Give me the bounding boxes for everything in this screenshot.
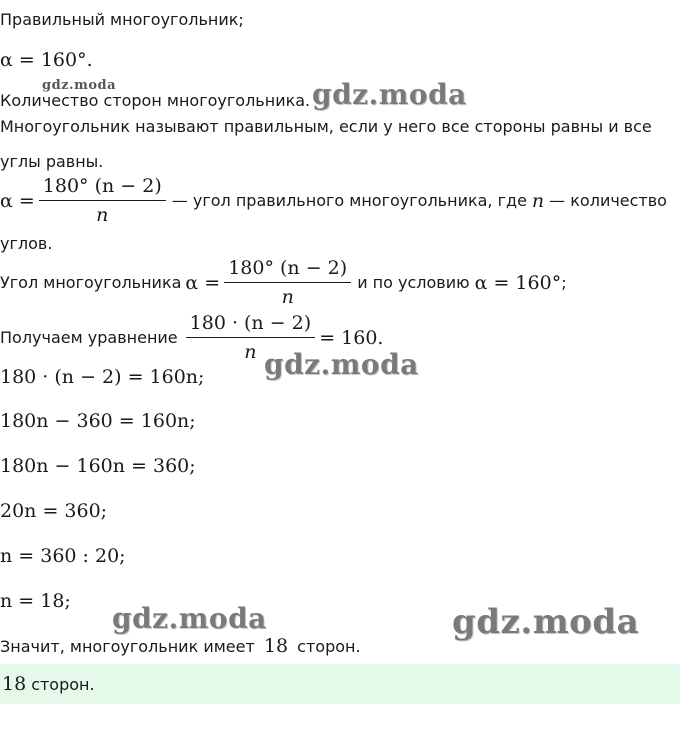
watermark-small: gdz.moda: [42, 78, 117, 93]
watermark-logo-4: gdz.moda: [452, 602, 640, 642]
given-angle: α = 160°.: [0, 49, 93, 71]
angle-end: ;: [561, 273, 567, 292]
definition-line-1: Многоугольник называют правильным, если у него все стороны равны и все: [0, 117, 652, 136]
conclusion-text-a: Значит, многоугольник имеет: [0, 637, 255, 656]
watermark-logo-1: gdz.moda: [312, 78, 467, 111]
formula-text-b: — количество: [549, 191, 667, 210]
equation-rhs: = 160.: [319, 326, 384, 349]
equation-numerator: 180 · (n − 2): [186, 312, 316, 338]
equation-text: Получаем уравнение: [0, 328, 178, 347]
answer-text: сторон.: [31, 674, 95, 694]
angle-fraction: [224, 257, 351, 308]
formula-continuation: углов.: [0, 234, 53, 253]
step-5: n = 360 : 20;: [0, 545, 126, 567]
step-1: 180 · (n − 2) = 160n;: [0, 366, 205, 388]
given-title: Правильный многоугольник;: [0, 10, 244, 29]
formula-numerator: 180° (n − 2): [39, 175, 166, 201]
angle-denominator: n: [281, 286, 294, 308]
formula-var: n: [531, 189, 545, 212]
conclusion-number: 18: [263, 635, 289, 657]
formula-text-a: — угол правильного многоугольника, где: [171, 191, 527, 210]
angle-line: [0, 257, 567, 308]
angle-condition: α = 160°: [474, 271, 562, 294]
conclusion: [0, 636, 361, 657]
answer-number: 18: [2, 673, 27, 695]
find-text: Количество сторон многоугольника.: [0, 91, 311, 110]
step-6: n = 18;: [0, 590, 71, 612]
step-3: 180n − 160n = 360;: [0, 455, 196, 477]
formula-lhs: α =: [0, 189, 35, 212]
formula-line: [0, 175, 667, 226]
angle-lhs: α =: [185, 271, 221, 294]
angle-numerator: 180° (n − 2): [224, 257, 351, 283]
step-4: 20n = 360;: [0, 500, 108, 522]
angle-text-a: Угол многоугольника: [0, 273, 182, 292]
watermark-logo-2: gdz.moda: [264, 348, 419, 381]
angle-text-b: и по условию: [357, 273, 470, 292]
watermark-logo-3: gdz.moda: [112, 602, 267, 635]
conclusion-text-b: сторон.: [297, 637, 361, 656]
definition-line-2: углы равны.: [0, 152, 104, 171]
formula-denominator: n: [96, 204, 109, 226]
step-2: 180n − 360 = 160n;: [0, 410, 196, 432]
formula-fraction: [39, 175, 166, 226]
equation-denominator: n: [244, 341, 257, 363]
answer-box: [0, 664, 680, 704]
